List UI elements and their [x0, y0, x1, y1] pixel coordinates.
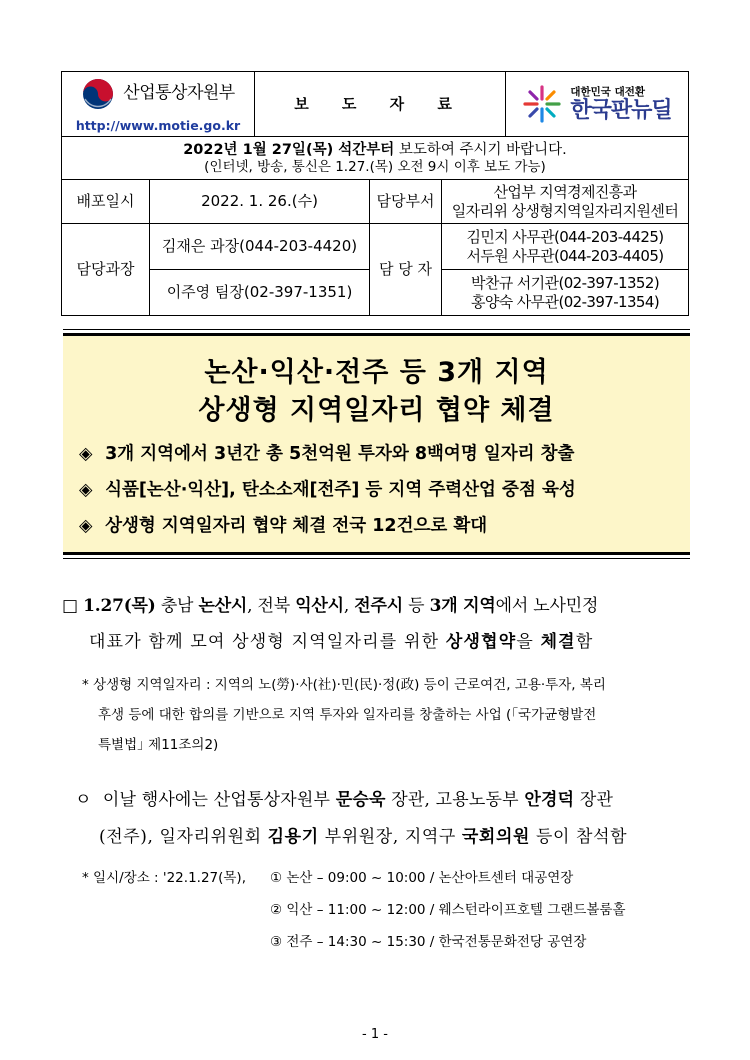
- staff-cell: [442, 270, 689, 316]
- taegeuk-emblem-icon: [81, 77, 115, 111]
- staff-contact: 김민지 사무관(044-203-4425): [466, 227, 664, 246]
- page-number: - 1 -: [362, 1027, 388, 1042]
- manager-label: 담당과장: [62, 224, 150, 316]
- summary-bullet: ◈ 3개 지역에서 3년간 총 5천억원 투자와 8백여명 일자리 창출: [79, 444, 575, 464]
- paragraph-sub: ㅇ 이날 행사에는 산업통상자원부 문승욱 장관, 고용노동부 안경덕 장관: [75, 790, 614, 810]
- paragraph-main: □ 1.27(목) 충남 논산시, 전북 익산시, 전주시 등 3개 지역에서 노사민정: [62, 596, 599, 616]
- paragraph-sub-cont: (전주), 일자리위원회 김용기 부위원장, 지역구 국회의원 등이 참석함: [99, 827, 628, 847]
- dept-cell: [442, 180, 689, 224]
- dept-label: 담당부서: [370, 180, 442, 224]
- staff-contact: 서두원 사무관(044-203-4405): [466, 246, 664, 265]
- embargo-text: 보도하여 주시기 바랍니다.: [394, 141, 567, 158]
- ministry-name: 산업통상자원부: [123, 83, 235, 104]
- press-header-table: [61, 71, 689, 316]
- embargo-note: (인터넷, 방송, 통신은 1.27.(목) 오전 9시 이후 보도 가능): [204, 158, 546, 175]
- schedule-label: * 일시/장소 : '22.1.27(목),: [82, 870, 246, 886]
- circle-marker: ㅇ: [75, 790, 92, 810]
- paragraph-main-cont: 대표가 함께 모여 상생형 지역일자리를 위한 상생협약을 체결함: [89, 632, 594, 652]
- staff-label: 담 당 자: [370, 224, 442, 316]
- footnote: 후생 등에 대한 합의를 기반으로 지역 투자와 일자리를 창출하는 사업 (｢국가균형발전: [98, 707, 597, 723]
- diamond-bullet-icon: ◈: [79, 480, 93, 500]
- dist-date: 2022. 1. 26.(수): [150, 180, 370, 224]
- newdeal-wordmark: 한국판뉴딜: [570, 98, 672, 124]
- staff-contact: 홍양숙 사무관(02-397-1354): [470, 292, 660, 311]
- footnote: * 상생형 지역일자리 : 지역의 노(勞)·사(社)·민(民)·정(政) 등이 근로여건, 고용·투자, 복리: [82, 677, 606, 693]
- embargo-cell: [62, 137, 689, 180]
- square-marker: □: [62, 596, 78, 616]
- footnote: 특별법｣ 제11조의2): [98, 737, 219, 753]
- newdeal-logo-cell: [506, 72, 689, 137]
- schedule-item: ③ 전주 – 14:30 ~ 15:30 / 한국전통문화전당 공연장: [270, 934, 587, 950]
- summary-bullet: ◈ 식품[논산·익산], 탄소소재[전주] 등 지역 주력산업 중점 육성: [79, 480, 576, 500]
- embargo-date: 2022년 1월 27일(목) 석간부터: [183, 141, 395, 158]
- diamond-bullet-icon: ◈: [79, 516, 93, 536]
- diamond-bullet-icon: ◈: [79, 444, 93, 464]
- summary-bullet: ◈ 상생형 지역일자리 협약 체결 전국 12건으로 확대: [79, 516, 488, 536]
- dept-line: 산업부 지역경제진흥과: [493, 182, 637, 201]
- schedule-item: ① 논산 – 09:00 ~ 10:00 / 논산아트센터 대공연장: [270, 870, 574, 886]
- headline-title: 상생형 지역일자리 협약 체결: [198, 395, 555, 426]
- newdeal-slogan: 대한민국 대전환: [570, 85, 646, 98]
- ministry-logo-cell: [62, 72, 255, 137]
- ministry-url[interactable]: http://www.motie.go.kr: [75, 118, 241, 133]
- press-release-title: 보 도 자 료: [255, 72, 506, 137]
- staff-contact: 박찬규 서기관(02-397-1352): [470, 273, 660, 292]
- dist-date-label: 배포일시: [62, 180, 150, 224]
- staff-cell: [442, 224, 689, 270]
- headline-box: [63, 333, 690, 555]
- manager-contact: 김재은 과장(044-203-4420): [150, 224, 370, 270]
- manager-contact: 이주영 팀장(02-397-1351): [150, 270, 370, 316]
- headline-title: 논산·익산·전주 등 3개 지역: [204, 357, 549, 388]
- schedule-item: ② 익산 – 11:00 ~ 12:00 / 웨스턴라이프호텔 그랜드볼룸홀: [270, 902, 626, 918]
- dept-line: 일자리위 상생형지역일자리지원센터: [451, 201, 679, 220]
- newdeal-starburst-icon: [522, 84, 562, 124]
